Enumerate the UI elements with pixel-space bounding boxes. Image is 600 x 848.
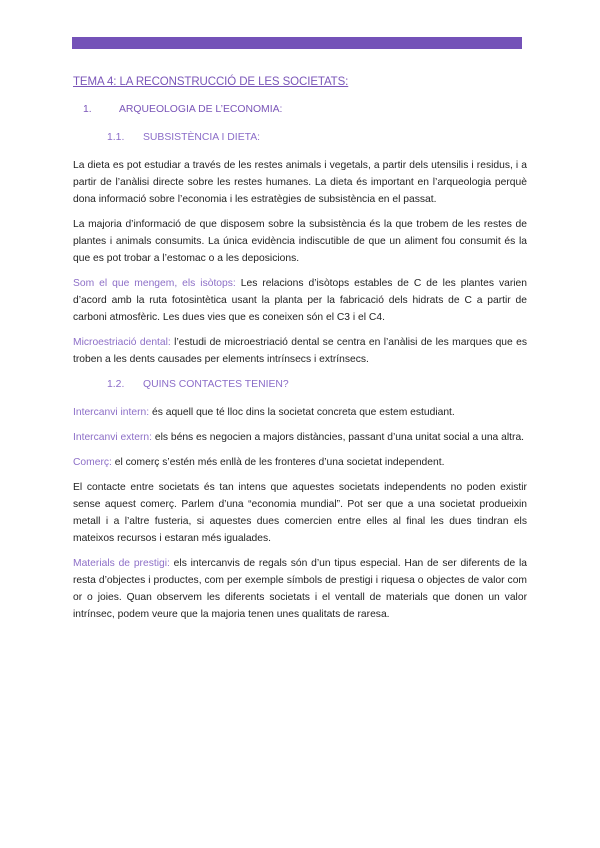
paragraph-diet: La dieta es pot estudiar a través de les restes animals i vegetals, a partir dels utensilis i residus, i a partir de l’anàlisi directe sobre les restes humanes. La dieta és important en l’arqueologia perquè dona informació sobre l’economia i les estratègies de subsistència en el passat. xyxy=(73,160,527,205)
paragraph-external xyxy=(73,429,527,446)
paragraph-subsistence: La majoria d’informació de que disposem sobre la subsistència és la que trobem de les restes de plantes i animals consumits. La única evidència indiscutible de que un aliment fou consumit és la que es pot trobar a l’estomac o a les deposicions. xyxy=(73,219,527,264)
header-bar xyxy=(72,37,522,49)
subsection-number: 1.2. xyxy=(107,379,125,390)
subsection-number: 1.1. xyxy=(107,132,125,143)
term-external: Intercanvi extern: xyxy=(73,432,152,443)
paragraph-world-economy: El contacte entre societats és tan intens que aquestes societats independents no poden existir sense aquest comerç. Parlem d’una “economia mundial”. Pot ser que a una societat produeixin metall i a l’altre fusteria, si aquestes dues comercien entre elles al final les dues tindran els mateixos recursos i estaran més igualades. xyxy=(73,482,527,544)
text-internal: és aquell que té lloc dins la societat concreta que estem estudiant. xyxy=(149,407,455,418)
text-commerce: el comerç s’estén més enllà de les fronteres d’una societat independent. xyxy=(111,457,445,468)
subsection-label: QUINS CONTACTES TENIEN? xyxy=(143,379,289,390)
section-number: 1. xyxy=(83,104,92,115)
term-dental: Microestriació dental: xyxy=(73,337,171,348)
text-external: els béns es negocien a majors distàncies, passant d’una unitat social a una altra. xyxy=(151,432,525,443)
paragraph-prestige xyxy=(73,555,527,623)
paragraph-internal xyxy=(73,404,527,421)
term-prestige: Materials de prestigi: xyxy=(73,558,170,569)
section-heading-1 xyxy=(73,101,527,118)
paragraph-commerce xyxy=(73,454,527,471)
subsection-label: SUBSISTÈNCIA I DIETA: xyxy=(143,132,261,143)
paragraph-dental xyxy=(73,334,527,368)
section-label: ARQUEOLOGIA DE L’ECONOMIA: xyxy=(119,104,283,115)
document-body xyxy=(73,74,527,631)
text-dental: l’estudi de microestriació dental se centra en l’anàlisi de les marques que es troben a les dents causades per elements intrínsecs i extrínsecs. xyxy=(73,337,527,365)
text-prestige: els intercanvis de regals són d’un tipus especial. Han de ser diferents de la resta d’objectes i productes, com per exemple símbols de prestigi i riquesa o objectes de valor com or o joies. Quan observem les diferents societats i el ventall de materials que donen un valor intrínsec, podem veure que la majoria tenen unes qualitats de raresa. xyxy=(73,558,527,620)
subsection-heading-1-1 xyxy=(73,129,527,146)
term-commerce: Comerç: xyxy=(73,457,112,468)
term-internal: Intercanvi intern: xyxy=(73,407,150,418)
term-isotopes: Som el que mengem, els isòtops: xyxy=(73,278,236,289)
subsection-heading-1-2 xyxy=(73,376,527,393)
text-isotopes: Les relacions d’isòtops estables de C de les plantes varien d’acord amb la ruta fotosintètica usant la planta per la fabricació dels hidrats de C a partir de carboni atmosfèric. Les dues vies que es coneixen són el C3 i el C4. xyxy=(73,278,527,323)
paragraph-isotopes xyxy=(73,275,527,326)
page-title: TEMA 4: LA RECONSTRUCCIÓ DE LES SOCIETATS: xyxy=(73,76,349,88)
